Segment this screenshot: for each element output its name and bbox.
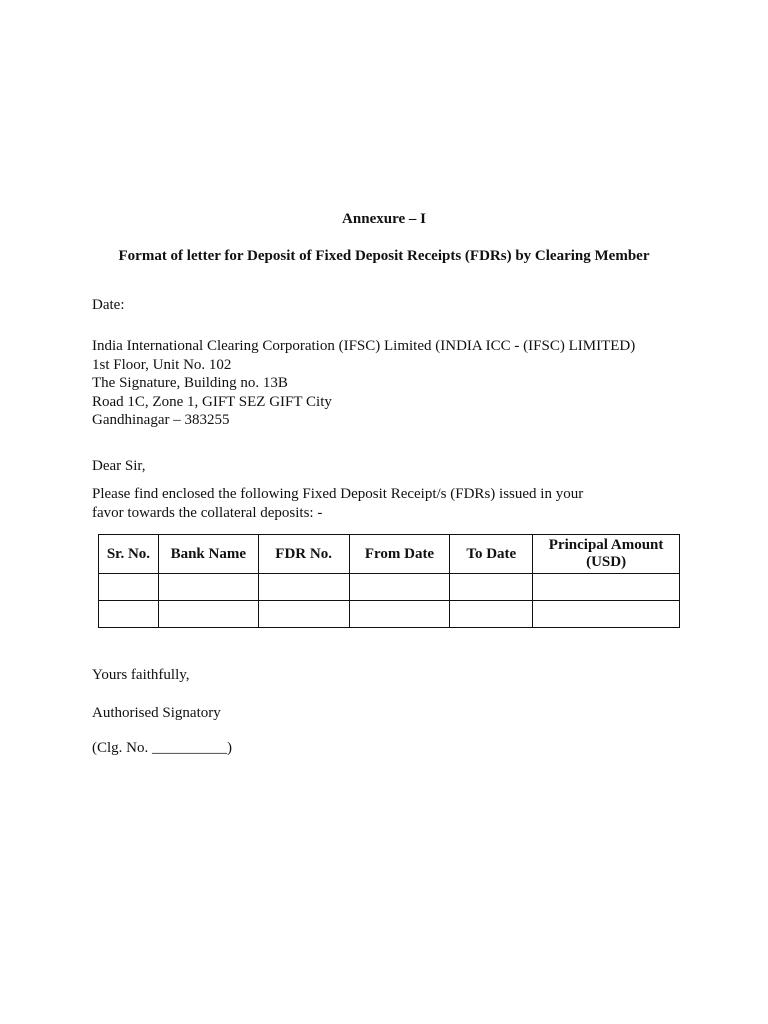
- body-line: Please find enclosed the following Fixed Deposit Receipt/s (FDRs) issued in your: [92, 486, 584, 502]
- fdr-table: [98, 534, 680, 628]
- annexure-heading: Annexure – I: [342, 211, 426, 227]
- table-header-row: [99, 535, 680, 574]
- table-cell: [158, 601, 258, 628]
- table-cell: [99, 574, 159, 601]
- column-header-principal-amount: Principal Amount (USD): [533, 535, 680, 574]
- table-cell: [349, 601, 450, 628]
- closing: Yours faithfully,: [92, 667, 190, 683]
- table-cell: [99, 601, 159, 628]
- table-cell: [258, 601, 349, 628]
- column-header-bank-name: Bank Name: [158, 535, 258, 574]
- table-cell: [158, 574, 258, 601]
- address-line: Road 1C, Zone 1, GIFT SEZ GIFT City: [92, 393, 332, 410]
- table-cell: [258, 574, 349, 601]
- salutation: Dear Sir,: [92, 458, 146, 474]
- address-line: India International Clearing Corporation (IFSC) Limited (INDIA ICC - (IFSC) LIMITED): [92, 338, 636, 354]
- column-header-fdr-no: FDR No.: [258, 535, 349, 574]
- address-line: The Signature, Building no. 13B: [92, 375, 288, 391]
- column-header-from-date: From Date: [349, 535, 450, 574]
- table-row: [99, 601, 680, 628]
- signatory-label: Authorised Signatory: [92, 705, 221, 721]
- column-header-to-date: To Date: [450, 535, 533, 574]
- address-line: Gandhinagar – 383255: [92, 412, 230, 428]
- letter-title: Format of letter for Deposit of Fixed Deposit Receipts (FDRs) by Clearing Member: [118, 248, 650, 264]
- clearing-number: (Clg. No. __________): [92, 740, 232, 756]
- table-cell: [533, 601, 680, 628]
- column-header-sr-no: Sr. No.: [99, 535, 159, 574]
- body-line: favor towards the collateral deposits: -: [92, 505, 323, 521]
- table-cell: [349, 574, 450, 601]
- date-label: Date:: [92, 297, 125, 313]
- table-cell: [450, 601, 533, 628]
- table-cell: [533, 574, 680, 601]
- recipient-address: [92, 337, 635, 430]
- address-line: 1st Floor, Unit No. 102: [92, 356, 232, 373]
- table-row: [99, 574, 680, 601]
- table-cell: [450, 574, 533, 601]
